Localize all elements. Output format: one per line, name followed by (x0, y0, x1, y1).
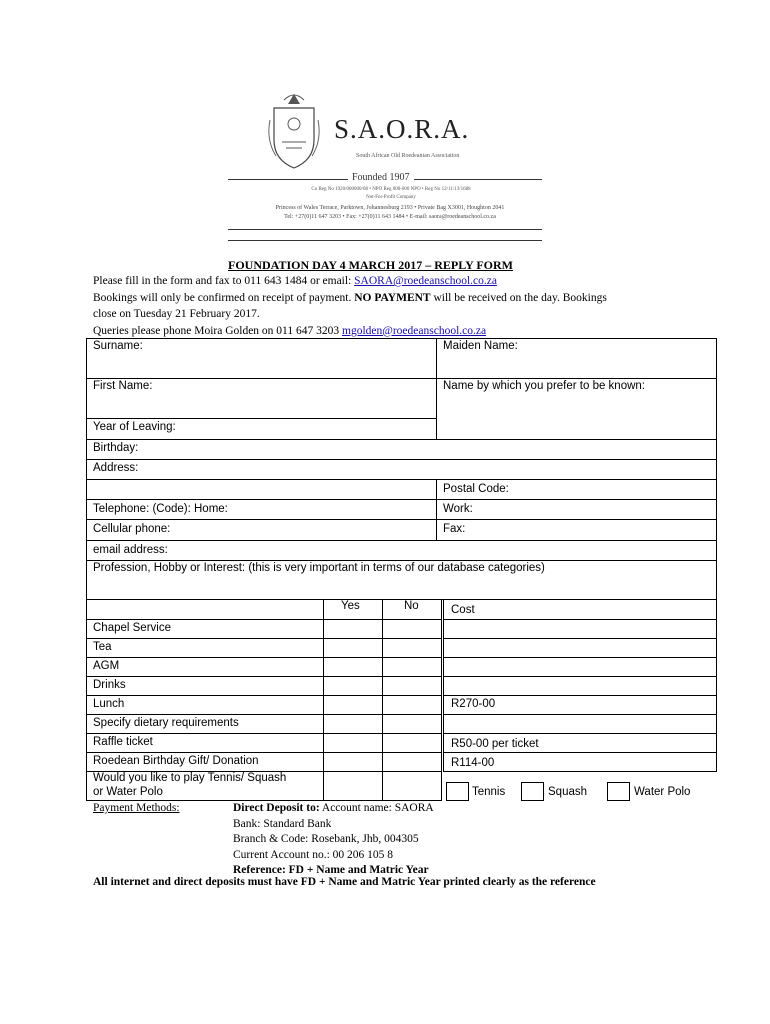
cellular-phone-label: Cellular phone: (93, 523, 171, 535)
yes-column-header: Yes (341, 600, 360, 612)
event-no-cell[interactable] (382, 695, 442, 715)
fax-label: Fax: (443, 523, 466, 535)
event-yes-cell[interactable] (323, 676, 383, 696)
event-cost-cell (443, 638, 717, 658)
event-no-cell[interactable] (382, 638, 442, 658)
letterhead-address (240, 204, 540, 222)
letterhead-bottom-rule-2 (228, 240, 542, 241)
sport-question-line-1: Would you like to play Tennis/ Squash (93, 772, 287, 784)
event-label: Drinks (93, 679, 126, 691)
payment-reference: Reference: FD + Name and Matric Year (233, 864, 429, 876)
branch-code: Branch & Code: Rosebank, Jhb, 004305 (233, 833, 419, 845)
email-address-field[interactable] (86, 540, 717, 561)
form-title: FOUNDATION DAY 4 MARCH 2017 – REPLY FORM (228, 258, 513, 272)
event-cost-cell (443, 657, 717, 677)
form-instructions (93, 273, 693, 339)
event-no-cell[interactable] (382, 733, 442, 753)
account-name: Account name: SAORA (319, 802, 434, 814)
event-label: Specify dietary requirements (93, 717, 239, 729)
deposit-reference-note: All internet and direct deposits must have FD + Name and Matric Year printed clearly as the reference (93, 876, 596, 888)
event-no-cell[interactable] (382, 657, 442, 677)
squash-option-label: Squash (548, 786, 588, 798)
mgolden-email-link[interactable]: mgolden@roedeanschool.co.za (342, 324, 487, 337)
queries-note: Queries please phone Moira Golden on 011 647 3203 (93, 324, 343, 337)
booking-close-date: close on Tuesday 21 February 2017. (93, 308, 260, 320)
event-label: Roedean Birthday Gift/ Donation (93, 755, 259, 767)
no-column-header: No (404, 600, 419, 612)
event-label-cell (86, 638, 324, 658)
event-yes-cell[interactable] (323, 714, 383, 734)
event-no-cell[interactable] (382, 714, 442, 734)
payment-details (233, 801, 434, 879)
event-yes-cell[interactable] (323, 752, 383, 772)
work-phone-label: Work: (443, 503, 473, 515)
address-field[interactable] (86, 459, 717, 480)
event-cost-cell (443, 676, 717, 696)
no-payment-note: NO PAYMENT (354, 291, 431, 304)
year-of-leaving-label: Year of Leaving: (93, 421, 176, 433)
booking-note-cont: will be received on the day. Bookings (430, 291, 607, 304)
surname-label: Surname: (93, 340, 143, 352)
event-no-cell[interactable] (382, 676, 442, 696)
org-name: S.A.O.R.A. (334, 114, 470, 144)
tennis-option-label: Tennis (472, 786, 506, 798)
email-address-label: email address: (93, 544, 168, 556)
founded-year: Founded 1907 (348, 172, 414, 183)
event-no-cell[interactable] (382, 752, 442, 772)
event-label: Chapel Service (93, 622, 171, 634)
org-full-name: South African Old Roedeanian Association (356, 153, 460, 159)
address-label: Address: (93, 462, 139, 474)
fax-instruction: Please fill in the form and fax to 011 643 1484 or email: (93, 275, 355, 287)
event-label: Raffle ticket (93, 736, 153, 748)
event-no-cell[interactable] (382, 619, 442, 639)
school-crest-logo (266, 90, 322, 172)
event-yes-cell[interactable] (323, 638, 383, 658)
water-polo-option-label: Water Polo (634, 786, 691, 798)
fax-field[interactable] (436, 519, 717, 541)
first-name-label: First Name: (93, 380, 153, 392)
payment-methods-label: Payment Methods: (93, 802, 180, 814)
event-yes-cell[interactable] (323, 733, 383, 753)
event-cost: R50-00 per ticket (451, 738, 539, 750)
registration-info (246, 186, 536, 202)
bank-name: Bank: Standard Bank (233, 817, 332, 830)
maiden-name-label: Maiden Name: (443, 340, 518, 352)
saora-email-link[interactable]: SAORA@roedeanschool.co.za (354, 275, 497, 287)
account-number: Current Account no.: 00 206 105 8 (233, 848, 394, 861)
telephone-home-label: Telephone: (Code): Home: (93, 503, 228, 515)
birthday-label: Birthday: (93, 442, 139, 454)
tennis-checkbox[interactable] (446, 782, 469, 801)
events-header-label-cell (86, 599, 324, 620)
squash-checkbox[interactable] (521, 782, 544, 801)
events-header-cost-cell (443, 599, 717, 620)
direct-deposit-label: Direct Deposit to: (233, 802, 320, 814)
postal-address: Princess of Wales Terrace, Parktown, Johannesburg 2193 • Private Bag X3001, Houghton 2041 (275, 205, 505, 211)
event-cost-cell (443, 619, 717, 639)
sport-yes-cell[interactable] (323, 771, 383, 801)
event-yes-cell[interactable] (323, 695, 383, 715)
address-line-2-field[interactable] (86, 479, 437, 500)
event-cost: R270-00 (451, 698, 496, 710)
contact-details: Tel: +27(0)11 647 3203 • Fax: +27(0)11 643 1484 • E-mail: saora@roedeanschool.co.za (284, 214, 496, 220)
cost-column-header: Cost (451, 604, 475, 616)
event-yes-cell[interactable] (323, 657, 383, 677)
event-label: Tea (93, 641, 112, 653)
water-polo-checkbox[interactable] (607, 782, 630, 801)
event-label: AGM (93, 660, 120, 672)
booking-note: Bookings will only be confirmed on receipt of payment. (93, 291, 355, 304)
event-yes-cell[interactable] (323, 619, 383, 639)
letterhead-bottom-rule (228, 229, 542, 230)
event-label: Lunch (93, 698, 125, 710)
event-label-cell (86, 657, 324, 677)
sport-no-cell[interactable] (382, 771, 442, 801)
postal-code-label: Postal Code: (443, 483, 509, 495)
registration-numbers: Co Reg No 1920/000000/08 • NPO Reg 000-000 NPO • Reg No 12/11/13/1688 (311, 187, 471, 192)
company-type: Not-For-Profit Company (366, 195, 416, 200)
sport-question-line-2: or Water Polo (93, 786, 163, 798)
profession-label: Profession, Hobby or Interest: (this is very important in terms of our database categories) (93, 562, 545, 574)
birthday-field[interactable] (86, 439, 717, 460)
work-phone-field[interactable] (436, 499, 717, 520)
preferred-name-label: Name by which you prefer to be known: (443, 380, 645, 392)
event-cost-cell (443, 714, 717, 734)
event-cost: R114-00 (451, 757, 495, 769)
